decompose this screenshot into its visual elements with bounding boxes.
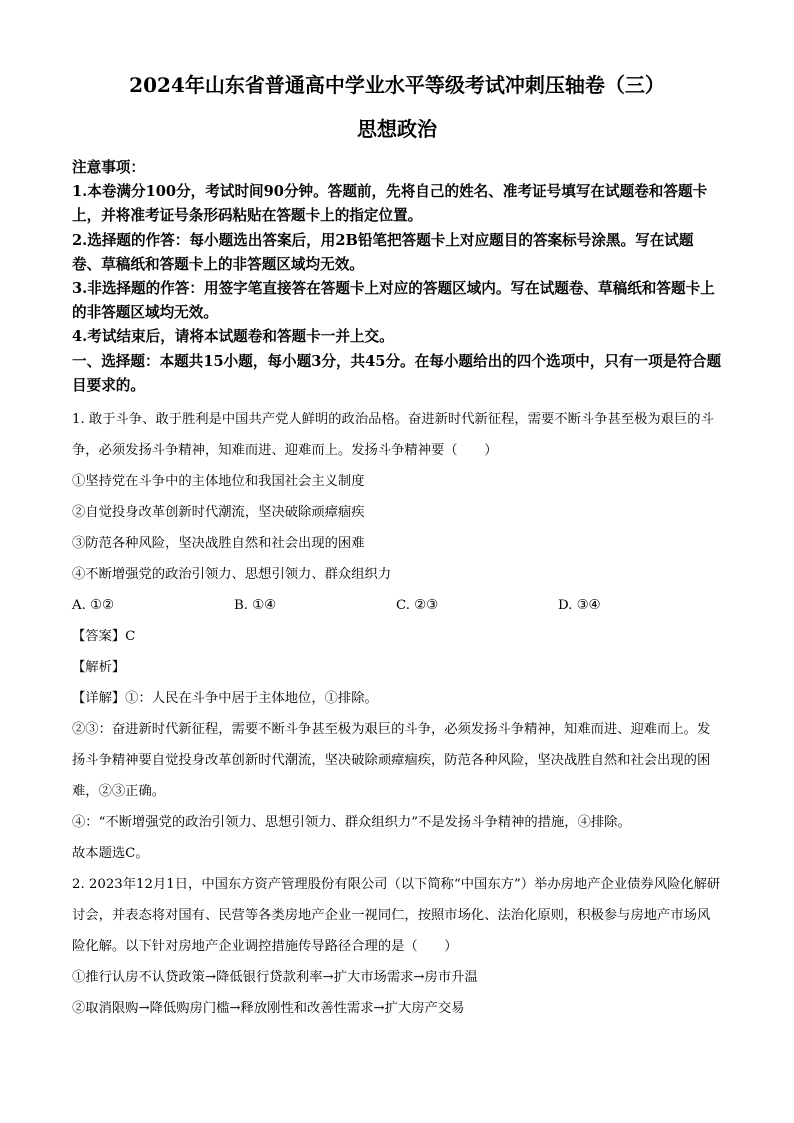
exam-title: 2024年山东省普通高中学业水平等级考试冲刺压轴卷（三） (129, 73, 665, 97)
analysis-label: 【解析】 (72, 660, 126, 676)
option-b: B. ①④ (234, 598, 277, 614)
answer-options (72, 590, 722, 621)
question-stem: 1. 敢于斗争、敢于胜利是中国共产党人鲜明的政治品格。奋进新时代新征程，需要不断斗争甚至极为艰巨的斗争，必须发扬斗争精神，知难而进、迎难而上。发扬斗争精神要（ ） (72, 412, 714, 459)
analysis-detail: ④：“不断增强党的政治引领力、思想引领力、群众组织力”不是发扬斗争精神的措施，④排除。 (72, 815, 631, 831)
analysis-detail: ②③：奋进新时代新征程，需要不断斗争甚至极为艰巨的斗争，必须发扬斗争精神，知难而进、迎难而上。发扬斗争精神要自觉投身改革创新时代潮流，坚决破除顽瘴痼疾，防范各种风险，坚决战胜自然和社会出现的困难，②③正确。 (72, 722, 711, 800)
notice-item: 1.本卷满分100分，考试时间90分钟。答题前，先将自己的姓名、准考证号填写在试题卷和答题卡上，并将准考证号条形码粘贴在答题卡上的指定位置。 (72, 183, 708, 225)
analysis-conclusion: 故本题选C。 (72, 846, 149, 862)
exam-subject: 思想政治 (357, 117, 437, 141)
question-2 (72, 869, 722, 1024)
question-1 (72, 404, 722, 869)
notice-heading: 注意事项： (72, 159, 145, 176)
answer-line: 【答案】C (72, 629, 136, 645)
option-c: C. ②③ (396, 598, 438, 614)
question-stem: 2. 2023年12月1日，中国东方资产管理股份有限公司（以下简称“中国东方”）举办房地产企业债券风险化解研讨会，并表态将对国有、民营等各类房地产企业一视同仁，按照市场化、法治化原则，积极参与房地产市场风险化解。以下针对房地产企业调控措施传导路径合理的是（ ） (72, 877, 721, 955)
option-a: A. ①② (72, 598, 114, 614)
statement: ①坚持党在斗争中的主体地位和我国社会主义制度 (72, 474, 365, 490)
notice-item: 4.考试结束后，请将本试题卷和答题卡一并上交。 (72, 328, 394, 346)
notice-section (72, 156, 722, 398)
notice-item: 2.选择题的作答：每小题选出答案后，用2B铅笔把答题卡上对应题目的答案标号涂黑。写在试题卷、草稿纸和答题卡上的非答题区域均无效。 (72, 231, 694, 273)
statement: ①推行认房不认贷政策→降低银行贷款利率→扩大市场需求→房市升温 (72, 970, 478, 986)
statement: ②取消限购→降低购房门槛→释放刚性和改善性需求→扩大房产交易 (72, 1001, 465, 1017)
option-d: D. ③④ (558, 598, 601, 614)
analysis-detail: 【详解】①：人民在斗争中居于主体地位，①排除。 (72, 691, 378, 707)
statement: ②自觉投身改革创新时代潮流，坚决破除顽瘴痼疾 (72, 505, 365, 521)
statement: ④不断增强党的政治引领力、思想引领力、群众组织力 (72, 567, 392, 583)
statement: ③防范各种风险，坚决战胜自然和社会出现的困难 (72, 536, 365, 552)
exam-page (72, 70, 722, 1024)
notice-item: 3.非选择题的作答：用签字笔直接答在答题卡上对应的答题区域内。写在试题卷、草稿纸和答题卡上的非答题区域均无效。 (72, 280, 715, 322)
section-heading: 一、选择题：本题共15小题，每小题3分，共45分。在每小题给出的四个选项中，只有一项是符合题目要求的。 (72, 352, 722, 394)
